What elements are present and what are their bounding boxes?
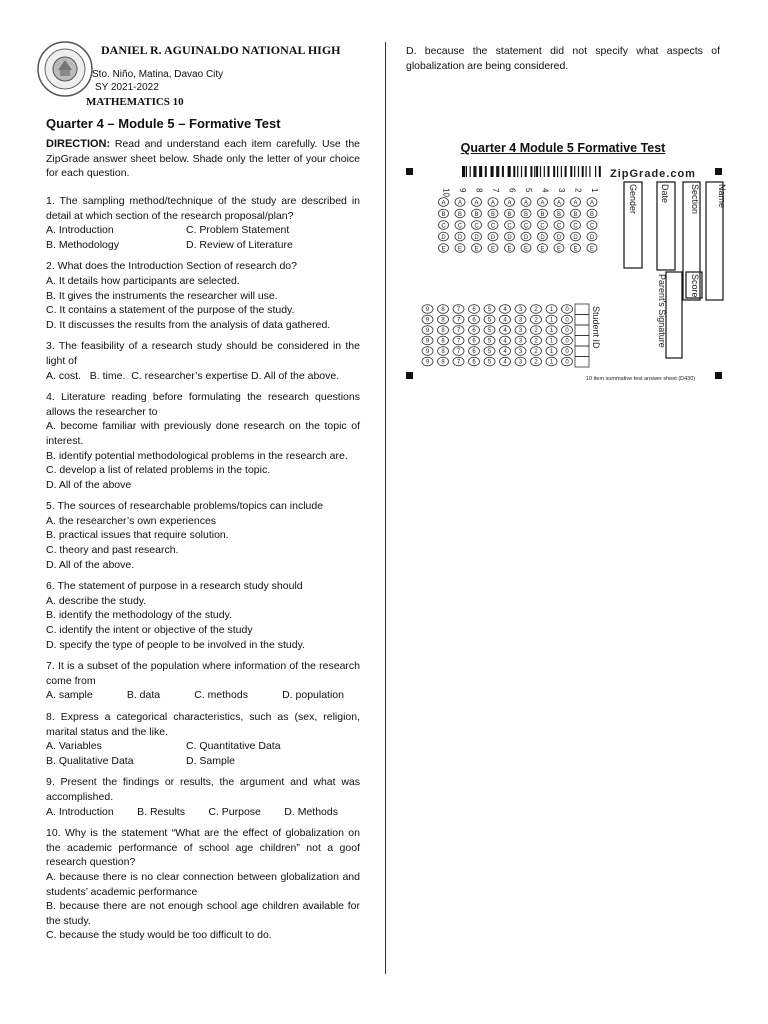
- barcode-bar: [574, 166, 575, 177]
- bubble-letter: B: [490, 211, 496, 218]
- id-box: [575, 357, 589, 368]
- field-label-date: Date: [660, 184, 670, 204]
- id-bubble-digit: 2: [534, 349, 538, 356]
- bubble-letter: B: [457, 211, 463, 218]
- option: D. It discusses the results from the analysis of data gathered.: [46, 318, 331, 331]
- question-9: [46, 775, 360, 819]
- subject-title: MATHEMATICS 10: [86, 96, 184, 108]
- bubble-letter: C: [507, 223, 512, 230]
- bubble-letter: A: [573, 200, 578, 207]
- school-address: Sto. Niño, Matina, Davao City: [92, 69, 224, 80]
- id-bubble-digit: 2: [534, 338, 538, 345]
- id-bubble-digit: 3: [518, 317, 523, 324]
- field-box: [666, 272, 682, 358]
- barcode-bar: [557, 166, 558, 177]
- bubble-letter: D: [507, 234, 512, 241]
- school-year: SY 2021-2022: [95, 82, 159, 93]
- bubble-letter: C: [457, 223, 463, 230]
- direction: [46, 137, 360, 181]
- field-label-student-id: Student ID: [591, 306, 601, 349]
- bubble-letter: A: [523, 200, 529, 207]
- question-2: [46, 259, 360, 332]
- barcode-bar: [536, 166, 538, 177]
- id-bubble-digit: 6: [472, 338, 476, 345]
- zipgrade-answer-sheet: [406, 160, 732, 392]
- id-bubble-digit: 7: [456, 349, 461, 356]
- id-bubble-digit: 4: [503, 307, 507, 314]
- bubble-letter: A: [589, 200, 595, 207]
- item-number: 4: [540, 188, 550, 193]
- barcode-bar: [570, 166, 572, 177]
- barcode-bar: [513, 166, 515, 177]
- field-label-gender: Gender: [628, 184, 638, 215]
- id-bubble-digit: 4: [503, 359, 507, 366]
- bubble-letter: D: [490, 234, 496, 241]
- bubble-letter: A: [457, 200, 463, 207]
- barcode-bar: [521, 166, 522, 177]
- bubble-letter: E: [589, 246, 595, 253]
- option: A. Introduction: [46, 224, 114, 237]
- id-bubble-digit: 1: [549, 349, 554, 356]
- bubble-letter: E: [556, 246, 562, 253]
- bubble-letter: E: [490, 246, 496, 253]
- id-bubble-digit: 4: [503, 317, 507, 324]
- question-list: [46, 194, 360, 950]
- bubble-letter: B: [556, 211, 562, 218]
- id-bubble-digit: 2: [534, 328, 538, 335]
- barcode-bar: [462, 166, 464, 177]
- bubble-letter: C: [540, 223, 545, 230]
- school-name: DANIEL R. AGUINALDO NATIONAL HIGH: [101, 43, 341, 57]
- bubble-letter: E: [573, 246, 578, 253]
- option: A. Variables: [46, 740, 102, 753]
- option: D. All of the above.: [46, 558, 135, 571]
- option: C. theory and past research.: [46, 544, 179, 557]
- option: B. It gives the instruments the researcher will use.: [46, 289, 278, 302]
- id-bubble-digit: 6: [472, 359, 476, 366]
- bubble-letter: D: [441, 234, 446, 241]
- option: D. specify the type of people to be involved in the study.: [46, 638, 305, 651]
- id-bubble-digit: 9: [425, 349, 430, 356]
- barcode-bar: [481, 166, 482, 177]
- registration-mark: [715, 372, 722, 379]
- field-label-section: Section: [690, 184, 700, 215]
- barcode-bar: [496, 166, 498, 177]
- item-number: 1: [590, 188, 599, 193]
- id-bubble-digit: 8: [441, 317, 445, 324]
- answer-sheet-title: Quarter 4 Module 5 Formative Test: [460, 141, 666, 155]
- bubble-letter: C: [474, 223, 479, 230]
- barcode-bar: [595, 166, 596, 177]
- barcode-bar: [553, 166, 555, 177]
- bubble-letter: D: [523, 234, 529, 241]
- barcode-bar: [466, 166, 467, 177]
- id-bubble-digit: 3: [518, 359, 523, 366]
- question-7: [46, 659, 360, 703]
- option: A. describe the study.: [46, 594, 147, 607]
- barcode-bar: [578, 166, 579, 177]
- id-bubble-digit: 2: [534, 307, 538, 314]
- id-bubble-digit: 9: [425, 359, 430, 366]
- barcode-bar: [475, 166, 476, 177]
- barcode-bar: [479, 166, 481, 177]
- question-stem: 10. Why is the statement “What are the effect of globalization on the academic performance of school age children” not a goof research question?: [46, 827, 360, 869]
- bubble-letter: C: [441, 223, 446, 230]
- column-divider: [385, 42, 386, 974]
- id-bubble-digit: 4: [503, 328, 507, 335]
- option: C. Purpose: [208, 805, 261, 818]
- zipgrade-brand: ZipGrade.com: [610, 168, 696, 180]
- barcode-bar: [473, 166, 475, 177]
- bubble-letter: D: [540, 234, 545, 241]
- id-bubble-digit: 0: [565, 349, 569, 356]
- option: B. practical issues that require solution.: [46, 529, 229, 542]
- question-stem: 6. The statement of purpose in a research study should: [46, 580, 303, 593]
- question-stem: 5. The sources of researchable problems/topics can include: [46, 500, 324, 513]
- id-bubble-digit: 5: [487, 317, 492, 324]
- barcode-bar: [492, 166, 493, 177]
- question-10: [46, 826, 360, 943]
- id-bubble-digit: 9: [425, 338, 430, 345]
- option: A. cost. B. time. C. researcher’s expertise D. All of the above.: [46, 369, 340, 382]
- id-bubble-digit: 4: [503, 338, 507, 345]
- item-number: 10: [441, 188, 451, 197]
- id-bubble-digit: 2: [534, 317, 538, 324]
- id-bubble-digit: 3: [518, 328, 523, 335]
- barcode-bar: [540, 166, 541, 177]
- bubble-letter: A: [441, 200, 446, 207]
- option: B. identify potential methodological problems in the research are.: [46, 449, 348, 462]
- bubble-letter: D: [589, 234, 595, 241]
- id-bubble-digit: 6: [472, 328, 476, 335]
- question-stem: 4. Literature reading before formulating the research questions allows the researcher to: [46, 391, 360, 418]
- id-bubble-digit: 8: [441, 328, 445, 335]
- id-bubble-digit: 8: [441, 338, 445, 345]
- barcode-bar: [534, 166, 535, 177]
- question-5: [46, 499, 360, 572]
- question-6: [46, 579, 360, 652]
- option: C. Problem Statement: [186, 224, 290, 237]
- direction-label: DIRECTION:: [46, 138, 111, 150]
- id-bubble-digit: 6: [472, 349, 476, 356]
- option: A. because there is no clear connection between globalization and students’ academic performance: [46, 870, 360, 898]
- id-bubble-digit: 0: [565, 359, 569, 366]
- id-bubble-digit: 2: [534, 359, 538, 366]
- bubble-letter: B: [441, 211, 446, 218]
- id-bubble-digit: 9: [425, 317, 430, 324]
- test-title: Quarter 4 – Module 5 – Formative Test: [46, 116, 281, 131]
- field-label-score: Score: [690, 274, 700, 298]
- option: B. Results: [137, 805, 185, 818]
- id-bubble-digit: 7: [456, 359, 461, 366]
- barcode-bar: [498, 166, 499, 177]
- barcode-bar: [502, 166, 504, 177]
- question-4: [46, 390, 360, 492]
- registration-mark: [406, 168, 413, 175]
- bubble-letter: B: [540, 211, 545, 218]
- item-number: 3: [557, 188, 566, 193]
- option: D. Methods: [284, 805, 338, 818]
- question-1: [46, 194, 360, 252]
- option: D. population: [282, 689, 344, 702]
- answer-sheet-footer: 10 item summative test answer sheet (D430): [586, 376, 696, 382]
- bubble-letter: C: [573, 223, 578, 230]
- bubble-letter: B: [573, 211, 578, 218]
- bubble-letter: E: [507, 246, 512, 253]
- bubble-letter: E: [523, 246, 529, 253]
- bubble-letter: D: [457, 234, 463, 241]
- id-bubble-digit: 5: [487, 328, 492, 335]
- id-box: [575, 304, 589, 315]
- question-8: [46, 710, 360, 768]
- barcode-bar: [582, 166, 584, 177]
- id-bubble-digit: 9: [425, 328, 430, 335]
- option: B. Methodology: [46, 238, 119, 251]
- id-bubble-digit: 8: [441, 349, 445, 356]
- bubble-letter: E: [441, 246, 446, 253]
- item-number: 9: [458, 188, 467, 193]
- id-bubble-digit: 1: [549, 359, 554, 366]
- option: C. identify the intent or objective of the study: [46, 624, 253, 637]
- bubble-letter: E: [457, 246, 463, 253]
- item-number: 6: [507, 188, 517, 193]
- id-bubble-digit: 0: [565, 307, 569, 314]
- barcode-bar: [491, 166, 493, 177]
- id-bubble-digit: 3: [518, 338, 523, 345]
- barcode-bar: [508, 166, 510, 177]
- id-bubble-digit: 5: [487, 359, 492, 366]
- bubble-letter: A: [556, 200, 562, 207]
- option: C. Quantitative Data: [186, 740, 281, 753]
- bubble-letter: D: [556, 234, 562, 241]
- id-bubble-digit: 3: [518, 349, 523, 356]
- bubble-letter: A: [540, 200, 545, 207]
- direction-text: Read and understand each item carefully. Use the ZipGrade answer sheet below. Shade only the letter of your choice for each question.: [46, 138, 360, 179]
- bubble-letter: B: [507, 211, 512, 218]
- id-bubble-digit: 7: [456, 317, 461, 324]
- item-number: 5: [524, 188, 533, 193]
- id-bubble-digit: 1: [549, 338, 554, 345]
- question-stem: 2. What does the Introduction Section of research do?: [46, 260, 297, 273]
- barcode-bar: [561, 166, 562, 177]
- bubble-letter: C: [589, 223, 595, 230]
- item-number: 2: [573, 188, 583, 193]
- barcode-bar: [525, 166, 527, 177]
- item-number: 8: [474, 188, 484, 193]
- option: C. methods: [194, 689, 248, 702]
- bubble-letter: C: [523, 223, 529, 230]
- id-bubble-digit: 9: [425, 307, 430, 314]
- barcode-bar: [548, 166, 550, 177]
- option: C. because the study would be too difficult to do.: [46, 929, 272, 942]
- question-stem: 7. It is a subset of the population where information of the research come from: [46, 660, 360, 687]
- bubble-letter: E: [474, 246, 479, 253]
- question-stem: 9. Present the findings or results, the argument and what was accomplished.: [46, 776, 360, 803]
- bubble-letter: E: [540, 246, 545, 253]
- option: C. develop a list of related problems in the topic.: [46, 464, 271, 477]
- barcode-bar: [470, 166, 471, 177]
- school-seal-icon: [36, 40, 94, 98]
- option: A. sample: [46, 689, 93, 702]
- question-stem: 1. The sampling method/technique of the study are described in detail at which section of the research proposal/plan?: [46, 195, 360, 222]
- bubble-letter: C: [490, 223, 496, 230]
- option: A. It details how participants are selected.: [46, 274, 240, 287]
- id-bubble-digit: 5: [487, 307, 492, 314]
- option: A. the researcher’s own experiences: [46, 514, 217, 527]
- bubble-letter: A: [474, 200, 479, 207]
- id-bubble-digit: 8: [441, 307, 445, 314]
- barcode-bar: [544, 166, 545, 177]
- barcode-bar: [565, 166, 567, 177]
- option: D. Review of Literature: [186, 238, 293, 251]
- barcode-bar: [586, 166, 587, 177]
- id-bubble-digit: 6: [472, 317, 476, 324]
- id-bubble-digit: 7: [456, 338, 461, 345]
- id-bubble-digit: 8: [441, 359, 445, 366]
- id-box: [575, 325, 589, 336]
- bubble-letter: B: [523, 211, 529, 218]
- question-stem: 8. Express a categorical characteristics, such as (sex, religion, marital status and the like.: [46, 711, 360, 738]
- item-number: 7: [491, 188, 500, 193]
- id-bubble-digit: 3: [518, 307, 523, 314]
- id-box: [575, 315, 589, 326]
- id-bubble-digit: 0: [565, 317, 569, 324]
- option: A. Introduction: [46, 805, 114, 818]
- id-bubble-digit: 5: [487, 338, 492, 345]
- bubble-letter: C: [556, 223, 562, 230]
- id-bubble-digit: 7: [456, 328, 461, 335]
- id-bubble-digit: 0: [565, 328, 569, 335]
- barcode-bar: [485, 166, 487, 177]
- id-bubble-digit: 1: [549, 328, 554, 335]
- option: C. It contains a statement of the purpose of the study.: [46, 304, 295, 317]
- barcode-bar: [517, 166, 518, 177]
- barcode-bar: [589, 166, 590, 177]
- option: B. data: [126, 689, 161, 702]
- question-3: [46, 339, 360, 383]
- id-bubble-digit: 1: [549, 317, 554, 324]
- registration-mark: [715, 168, 722, 175]
- option: A. become familiar with previously done research on the topic of interest.: [46, 420, 360, 447]
- question-10-continued: D. because the statement did not specify what aspects of globalization are being considered.: [406, 45, 720, 72]
- field-label-name: Name: [717, 184, 727, 209]
- id-box: [575, 336, 589, 347]
- id-bubble-digit: 4: [503, 349, 507, 356]
- id-bubble-digit: 0: [565, 338, 569, 345]
- option: D. Sample: [186, 754, 236, 767]
- question-stem: 3. The feasibility of a research study should be considered in the light of: [46, 340, 360, 367]
- barcode-bar: [464, 166, 465, 177]
- barcode-bar: [530, 166, 532, 177]
- field-label-signature: Parent's Signature: [657, 274, 667, 348]
- option: B. identify the methodology of the study.: [46, 609, 233, 622]
- registration-mark: [406, 372, 413, 379]
- bubble-letter: A: [490, 200, 496, 207]
- bubble-letter: B: [589, 211, 595, 218]
- option: B. because there are not enough school age children available for the study.: [46, 900, 360, 927]
- id-bubble-digit: 6: [472, 307, 476, 314]
- barcode-bar: [510, 166, 511, 177]
- bubble-letter: B: [474, 211, 479, 218]
- id-bubble-digit: 1: [549, 307, 554, 314]
- option: D. All of the above: [46, 478, 132, 491]
- option: B. Qualitative Data: [46, 754, 134, 767]
- id-bubble-digit: 5: [487, 349, 492, 356]
- bubble-letter: A: [507, 200, 512, 207]
- bubble-letter: D: [474, 234, 479, 241]
- id-box: [575, 346, 589, 357]
- barcode-bar: [599, 166, 601, 177]
- bubble-letter: D: [573, 234, 578, 241]
- id-bubble-digit: 7: [456, 307, 461, 314]
